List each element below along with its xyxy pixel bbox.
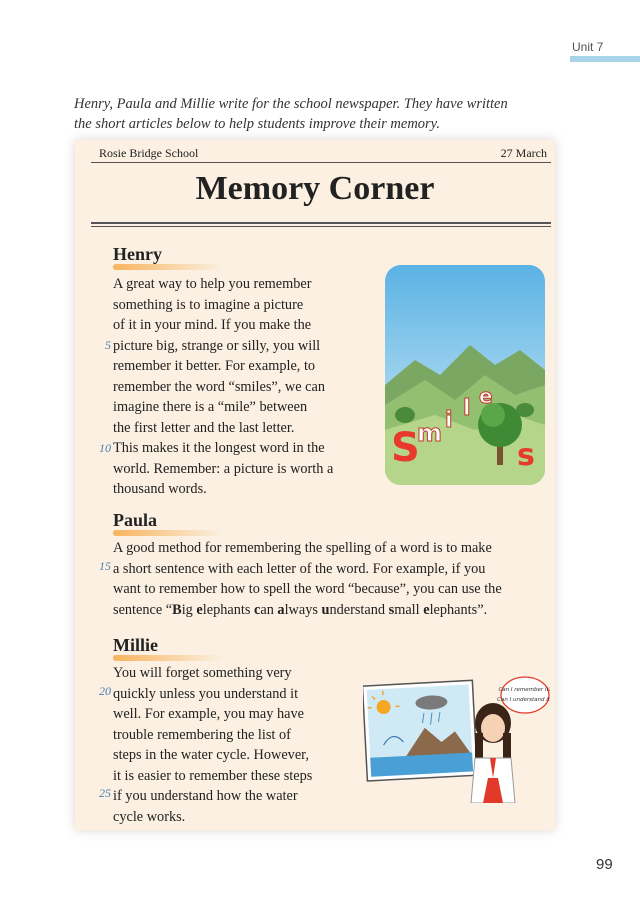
line-number-5: 5 [105, 338, 111, 352]
henry-line: world. Remember: a picture is worth a [113, 460, 334, 477]
initial-letter: e [423, 601, 430, 618]
henry-paragraph [113, 274, 333, 500]
word-rest: lephants [202, 601, 254, 618]
initial-letter: B [172, 601, 182, 618]
millie-line: quickly unless you understand it [113, 685, 299, 702]
paula-line: A good method for remembering the spelling of a word is to make [113, 540, 492, 556]
millie-heading: Millie [113, 635, 158, 655]
initial-letter: e [196, 601, 203, 618]
smiles-illustration [385, 265, 545, 485]
henry-line: something is to imagine a picture [113, 296, 304, 313]
initial-letter: u [321, 601, 330, 618]
word-rest: nderstand [329, 601, 389, 618]
newspaper-sheet [75, 140, 555, 830]
paula-underline [113, 530, 223, 536]
sentence-prefix: sentence “ [113, 601, 173, 618]
word-rest: lephants [429, 601, 478, 618]
intro-line-2: the short articles below to help students improve their memory. [74, 116, 440, 132]
paula-heading: Paula [113, 510, 158, 530]
letter-l: l [463, 396, 471, 421]
speech-line-2: Can I understand it? [497, 697, 550, 703]
henry-line: remember it better. For example, to [113, 358, 316, 374]
millie-paragraph [113, 663, 312, 827]
sentence-suffix: ”. [477, 601, 488, 618]
initial-letter: s [388, 601, 395, 618]
millie-line: it is easier to remember these steps [113, 767, 313, 784]
unit-bar [570, 56, 640, 62]
letter-s-first: S [391, 425, 420, 471]
henry-line: thousand words. [113, 481, 207, 497]
henry-line: This makes it the longest word in the [113, 440, 325, 456]
line-number-25: 25 [99, 786, 111, 800]
henry-underline [113, 264, 223, 270]
millie-line: steps in the water cycle. However, [113, 747, 309, 763]
school-name: Rosie Bridge School [99, 146, 199, 160]
millie-line: well. For example, you may have [113, 706, 304, 722]
millie-line: trouble remembering the list of [113, 726, 291, 743]
word-rest: an [260, 601, 278, 618]
millie-underline [113, 655, 223, 661]
initial-letter: a [277, 601, 285, 618]
letter-e: e [479, 384, 493, 408]
word-rest: lways [284, 601, 322, 618]
millie-line: You will forget something very [113, 665, 292, 681]
letter-s-last: s [517, 438, 535, 473]
word-rest: ig [181, 601, 197, 618]
word-rest: mall [394, 601, 424, 618]
paula-paragraph [113, 538, 502, 620]
paula-line: a short sentence with each letter of the word. For example, if you [113, 560, 486, 577]
henry-line: of it in your mind. If you make the [113, 317, 312, 333]
henry-line: remember the word “smiles”, we can [113, 378, 325, 395]
top-rule [91, 162, 551, 163]
henry-heading: Henry [113, 244, 162, 264]
initial-letter: c [253, 601, 261, 618]
unit-label: Unit 7 [572, 40, 604, 54]
line-number-15: 15 [99, 559, 111, 573]
title-rule [91, 222, 551, 224]
speech-line-1: Can I remember it? [498, 687, 550, 693]
issue-date: 27 March [500, 146, 547, 160]
henry-line: A great way to help you remember [113, 276, 312, 292]
paula-line-last [113, 600, 502, 621]
line-number-10: 10 [99, 441, 111, 455]
intro-line-1: Henry, Paula and Millie write for the school newspaper. They have written [74, 96, 508, 112]
title-rule-thin [91, 226, 551, 227]
line-number-20: 20 [99, 684, 111, 698]
letter-i: i [445, 408, 453, 433]
paula-line: want to remember how to spell the word “because”, you can use the [113, 581, 502, 597]
water-cycle-illustration [363, 673, 550, 803]
henry-line: imagine there is a “mile” between [113, 399, 308, 415]
millie-line: if you understand how the water [113, 788, 298, 804]
page-title: Memory Corner [195, 170, 435, 207]
millie-line: cycle works. [113, 808, 186, 825]
henry-line: picture big, strange or silly, you will [113, 337, 321, 354]
henry-line: the first letter and the last letter. [113, 419, 295, 436]
intro-text [74, 94, 594, 134]
page-number: 99 [596, 856, 613, 873]
letter-m: m [417, 419, 443, 447]
